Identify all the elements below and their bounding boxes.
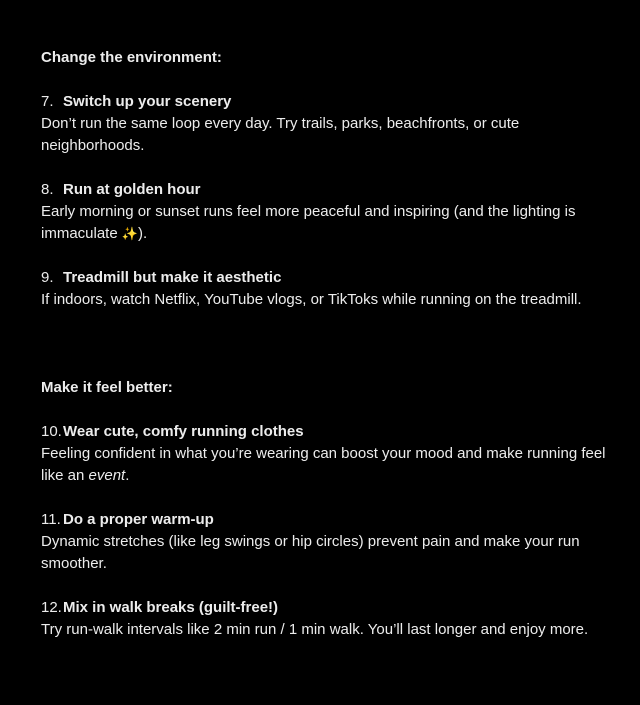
tip-title-row [41,509,611,531]
tip-number: 10. [41,423,62,440]
tip-body: If indoors, watch Netflix, YouTube vlogs, or TikToks while running on the treadmill. [41,291,582,308]
tip-title-row [41,421,611,443]
tip-body-text: Early morning or sunset runs feel more peaceful and inspiring (and the lighting is immaculate [41,203,576,242]
tip-number: 9. [41,269,54,286]
tip-title-row [41,597,611,619]
section-heading-environment: Change the environment: [41,49,222,66]
tip-item-10 [41,421,611,487]
notes-content [41,47,611,641]
tip-body-text-end: . [125,467,130,484]
tip-body [41,443,611,487]
sparkles-icon: ✨ [121,226,139,241]
tip-title: Treadmill but make it aesthetic [63,269,282,286]
tip-title: Switch up your scenery [63,93,232,110]
tip-number: 7. [41,93,54,110]
tip-body: Don’t run the same loop every day. Try trails, parks, beachfronts, or cute neighborhoods. [41,115,520,154]
tip-number: 12. [41,599,62,616]
tip-title-row [41,179,611,201]
tip-body: Try run-walk intervals like 2 min run / 1 min walk. You’ll last longer and enjoy more. [41,621,589,638]
tip-title: Mix in walk breaks (guilt-free!) [63,599,279,616]
tip-item-8 [41,179,611,245]
tip-number: 8. [41,181,54,198]
tip-item-9 [41,267,611,311]
tip-number: 11. [41,511,61,528]
tip-body-text-end: ). [138,225,148,242]
tip-title-row [41,267,611,289]
tip-body-text: Feeling confident in what you’re wearing can boost your mood and make running feel like an [41,445,606,484]
section-heading-feel-better: Make it feel better: [41,379,173,396]
tip-item-11 [41,509,611,575]
tip-title-row [41,91,611,113]
tip-item-12 [41,597,611,641]
tip-item-7 [41,91,611,157]
tip-title: Run at golden hour [63,181,201,198]
tip-title: Do a proper warm-up [63,511,214,528]
tip-body-emphasis: event [88,467,126,484]
tip-title: Wear cute, comfy running clothes [63,423,304,440]
tip-body [41,201,611,245]
tip-body: Dynamic stretches (like leg swings or hip circles) prevent pain and make your run smoother. [41,533,580,572]
